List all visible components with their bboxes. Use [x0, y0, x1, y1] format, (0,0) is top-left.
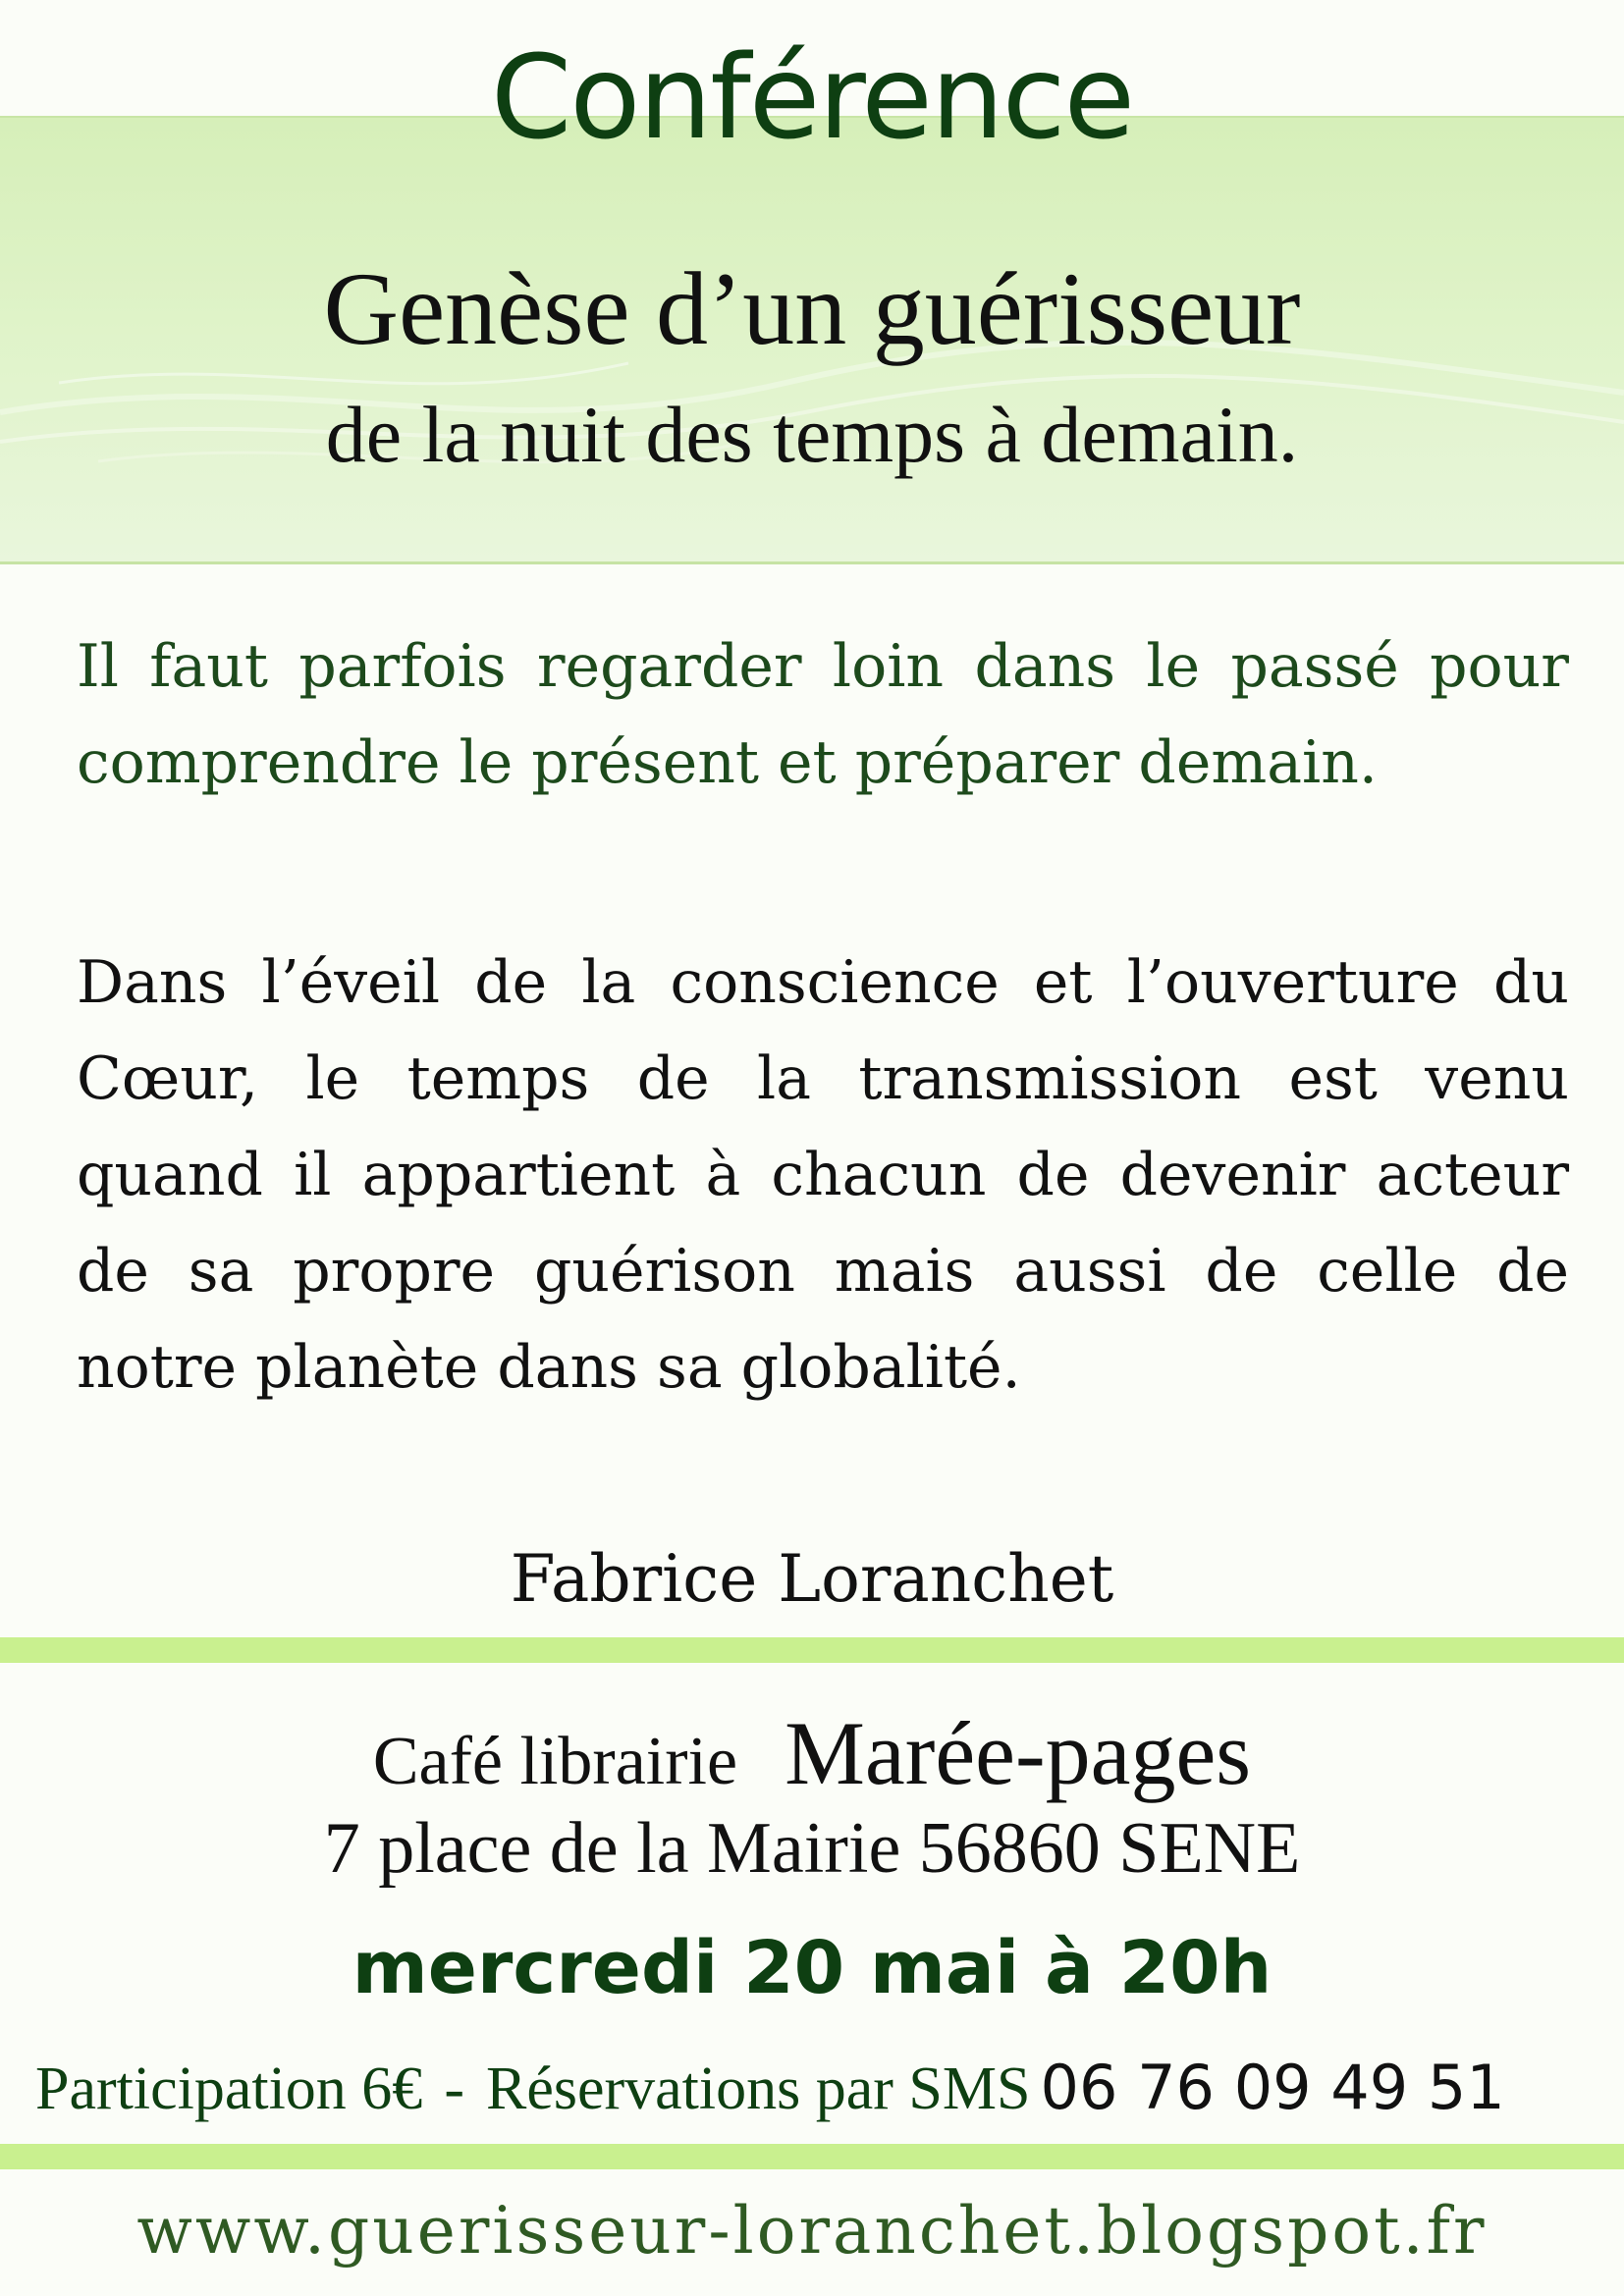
conference-subtitle: Genèse d’un guérisseur [323, 251, 1301, 366]
conference-tagline: de la nuit des temps à demain. [325, 390, 1299, 479]
participation-line [35, 2052, 1606, 2123]
venue-line [0, 1703, 1624, 1803]
venue-name: Marée-pages [785, 1703, 1252, 1803]
venue-address: 7 place de la Mairie 56860 SENE [323, 1808, 1301, 1889]
description-paragraph: Dans l’éveil de la conscience et l’ouverture du Cœur, le temps de la transmission est venu quand il appartient à chacun de devenir acteur de sa propre guérison mais aussi de celle de notre planète dans sa globalité. [77, 948, 1569, 1402]
divider-rule-bottom [0, 2144, 1624, 2169]
conference-title: Conférence [490, 29, 1134, 165]
divider-rule-top [0, 1637, 1624, 1663]
author-name: Fabrice Loranchet [510, 1541, 1114, 1617]
event-date: mercredi 20 mai à 20h [352, 1926, 1272, 2010]
intro-paragraph: Il faut parfois regarder loin dans le passé pour comprendre le présent et préparer demain. [77, 632, 1569, 797]
participation-price: Participation 6€ [35, 2056, 423, 2122]
separator: - [444, 2056, 464, 2122]
venue-label: Café librairie [372, 1724, 738, 1799]
reservations-label: Réservations par SMS [485, 2056, 1031, 2122]
phone-number: 06 76 09 49 51 [1040, 2052, 1505, 2123]
website-link[interactable]: www.guerisseur-loranchet.blogspot.fr [136, 2193, 1488, 2269]
